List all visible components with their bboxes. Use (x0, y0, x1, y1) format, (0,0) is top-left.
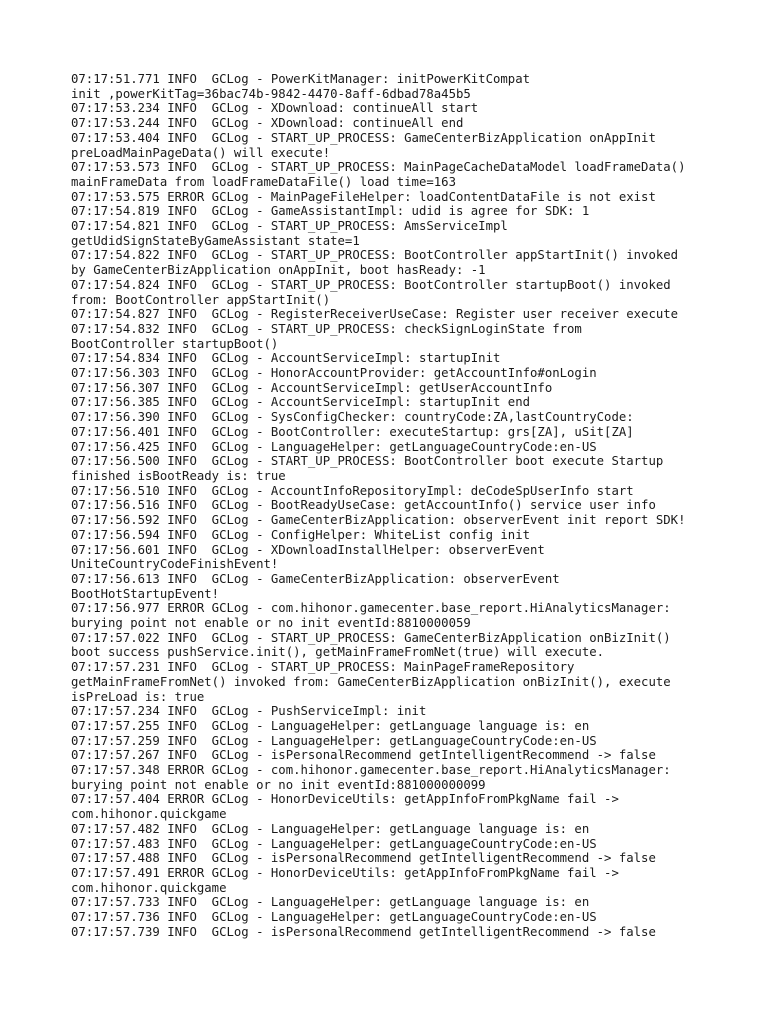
log-line: 07:17:53.244 INFO GCLog - XDownload: continueAll end (71, 116, 464, 131)
log-line: burying point not enable or no init eventId:881000000099 (71, 777, 486, 792)
log-line: 07:17:53.573 INFO GCLog - START_UP_PROCESS: MainPageCacheDataModel loadFrameData() (71, 160, 686, 175)
log-line: finished isBootReady is: true (71, 468, 286, 483)
log-line: 07:17:56.977 ERROR GCLog - com.hihonor.gamecenter.base_report.HiAnalyticsManager: (71, 601, 671, 616)
log-line: isPreLoad is: true (71, 689, 205, 704)
log-line: 07:17:57.739 INFO GCLog - isPersonalRecommend getIntelligentRecommend -> false (71, 924, 656, 939)
log-line: 07:17:56.613 INFO GCLog - GameCenterBizApplication: observerEvent (71, 571, 560, 586)
log-line: 07:17:54.827 INFO GCLog - RegisterReceiverUseCase: Register user receiver execute (71, 307, 679, 322)
log-line: 07:17:57.022 INFO GCLog - START_UP_PROCESS: GameCenterBizApplication onBizInit() (71, 630, 671, 645)
log-line: 07:17:56.385 INFO GCLog - AccountServiceImpl: startupInit end (71, 395, 531, 410)
log-line: 07:17:53.404 INFO GCLog - START_UP_PROCESS: GameCenterBizApplication onAppInit (71, 130, 656, 145)
log-line: 07:17:57.736 INFO GCLog - LanguageHelper: getLanguageCountryCode:en-US (71, 910, 597, 925)
log-line: 07:17:54.822 INFO GCLog - START_UP_PROCESS: BootController appStartInit() invoked (71, 248, 679, 263)
log-line: 07:17:56.510 INFO GCLog - AccountInfoRepositoryImpl: deCodeSpUserInfo start (71, 483, 634, 498)
log-document (71, 72, 731, 939)
log-line: com.hihonor.quickgame (71, 807, 227, 822)
log-line: mainFrameData from loadFrameDataFile() load time=163 (71, 174, 456, 189)
log-line: UniteCountryCodeFinishEvent! (71, 557, 279, 572)
log-line: 07:17:56.303 INFO GCLog - HonorAccountProvider: getAccountInfo#onLogin (71, 366, 597, 381)
log-line: boot success pushService.init(), getMainFrameFromNet(true) will execute. (71, 645, 605, 660)
log-line: 07:17:57.482 INFO GCLog - LanguageHelper: getLanguage language is: en (71, 821, 590, 836)
log-line: 07:17:56.390 INFO GCLog - SysConfigChecker: countryCode:ZA,lastCountryCode: (71, 410, 634, 425)
log-line: 07:17:54.819 INFO GCLog - GameAssistantImpl: udid is agree for SDK: 1 (71, 204, 590, 219)
log-line: 07:17:56.601 INFO GCLog - XDownloadInstallHelper: observerEvent (71, 542, 545, 557)
log-line: 07:17:53.575 ERROR GCLog - MainPageFileHelper: loadContentDataFile is not exist (71, 189, 656, 204)
log-line: 07:17:54.824 INFO GCLog - START_UP_PROCESS: BootController startupBoot() invoked (71, 277, 671, 292)
log-line: 07:17:56.425 INFO GCLog - LanguageHelper: getLanguageCountryCode:en-US (71, 439, 597, 454)
log-line: 07:17:56.594 INFO GCLog - ConfigHelper: WhiteList config init (71, 527, 531, 542)
log-line: getUdidSignStateByGameAssistant state=1 (71, 233, 360, 248)
log-line: 07:17:51.771 INFO GCLog - PowerKitManager: initPowerKitCompat (71, 72, 531, 86)
log-line: 07:17:57.348 ERROR GCLog - com.hihonor.gamecenter.base_report.HiAnalyticsManager: (71, 763, 671, 778)
log-line: com.hihonor.quickgame (71, 880, 227, 895)
log-line: 07:17:56.516 INFO GCLog - BootReadyUseCase: getAccountInfo() service user info (71, 498, 656, 513)
log-line: preLoadMainPageData() will execute! (71, 145, 331, 160)
log-line: 07:17:57.733 INFO GCLog - LanguageHelper: getLanguage language is: en (71, 895, 590, 910)
log-line: from: BootController appStartInit() (71, 292, 331, 307)
log-line: 07:17:56.401 INFO GCLog - BootController: executeStartup: grs[ZA], uSit[ZA] (71, 424, 634, 439)
log-line: 07:17:57.404 ERROR GCLog - HonorDeviceUtils: getAppInfoFromPkgName fail -> (71, 792, 619, 807)
log-line: 07:17:57.483 INFO GCLog - LanguageHelper: getLanguageCountryCode:en-US (71, 836, 597, 851)
log-line: 07:17:57.491 ERROR GCLog - HonorDeviceUtils: getAppInfoFromPkgName fail -> (71, 865, 619, 880)
log-line: init ,powerKitTag=36bac74b-9842-4470-8aff-6dbad78a45b5 (71, 86, 471, 101)
log-line: 07:17:57.231 INFO GCLog - START_UP_PROCESS: MainPageFrameRepository (71, 660, 575, 675)
log-line: 07:17:54.821 INFO GCLog - START_UP_PROCESS: AmsServiceImpl (71, 219, 508, 234)
log-line: 07:17:57.259 INFO GCLog - LanguageHelper: getLanguageCountryCode:en-US (71, 733, 597, 748)
log-line: 07:17:57.255 INFO GCLog - LanguageHelper: getLanguage language is: en (71, 718, 590, 733)
log-line: BootController startupBoot() (71, 336, 279, 351)
log-line: 07:17:57.488 INFO GCLog - isPersonalRecommend getIntelligentRecommend -> false (71, 851, 656, 866)
log-line: 07:17:56.307 INFO GCLog - AccountServiceImpl: getUserAccountInfo (71, 380, 553, 395)
log-line: burying point not enable or no init eventId:8810000059 (71, 616, 471, 631)
log-line: 07:17:54.832 INFO GCLog - START_UP_PROCESS: checkSignLoginState from (71, 321, 582, 336)
log-line: getMainFrameFromNet() invoked from: GameCenterBizApplication onBizInit(), execute (71, 674, 671, 689)
log-line: 07:17:56.592 INFO GCLog - GameCenterBizApplication: observerEvent init report SDK! (71, 513, 686, 528)
log-line: BootHotStartupEvent! (71, 586, 220, 601)
log-line: 07:17:56.500 INFO GCLog - START_UP_PROCESS: BootController boot execute Startup (71, 454, 664, 469)
log-line: by GameCenterBizApplication onAppInit, boot hasReady: -1 (71, 263, 486, 278)
log-line: 07:17:57.234 INFO GCLog - PushServiceImpl: init (71, 704, 427, 719)
log-line: 07:17:57.267 INFO GCLog - isPersonalRecommend getIntelligentRecommend -> false (71, 748, 656, 763)
log-line: 07:17:54.834 INFO GCLog - AccountServiceImpl: startupInit (71, 351, 501, 366)
log-line: 07:17:53.234 INFO GCLog - XDownload: continueAll start (71, 101, 479, 116)
